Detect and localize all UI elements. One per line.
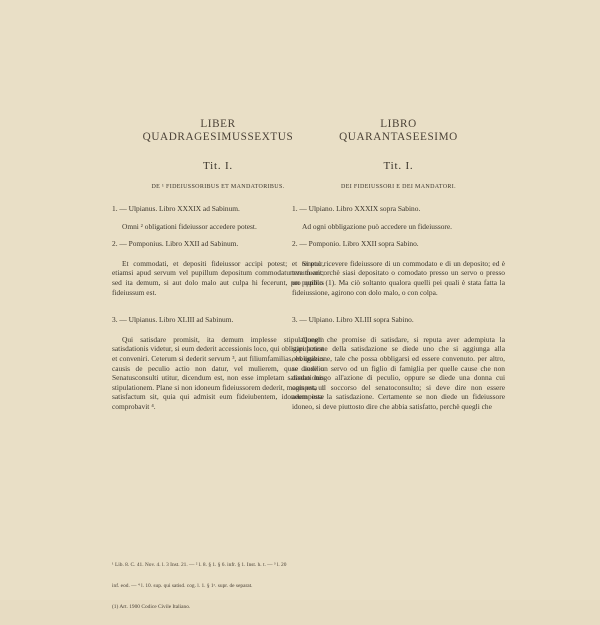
footnote-line-2: inf. eod. — ⁴ l. 10. sup. qui satisd. cog. l. 1. § 1ᵃ. supr. de separat. — [112, 583, 253, 589]
footnote-line-3: (1) Art. 1900 Codice Civile Italiano. — [112, 604, 191, 610]
rubric: DEI FIDEIUSSORI E DEI MANDATORI. — [341, 184, 456, 190]
section-3-citation: 3. — Ulpiano. Libro XLIII sopra Sabino. — [292, 315, 414, 325]
section-2-text: Si può ricevere fideiussore di un commodato e di un deposito; ed è tenuto ancorchè siasi depositato o comodato presso un servo o presso un pupillo (1). Ma ciò soltanto qualora quelli pei quali è stata fatta la fideiussione, agirono con dolo malo, o con colpa. — [292, 258, 505, 297]
book-title-line2: QUADRAGESIMUSSEXTUS — [142, 131, 294, 143]
section-1-citation: 1. — Ulpianus. Libro XXXIX ad Sabinum. — [112, 204, 240, 213]
book-title-line1: LIBER — [200, 118, 236, 130]
section-3-citation: 3. — Ulpianus. Libro XLIII ad Sabinum. — [112, 315, 234, 325]
italian-column — [292, 118, 505, 412]
rubric: DE ¹ FIDEIUSSORIBUS ET MANDATORIBUS. — [151, 184, 285, 190]
section-3-text: Quegli che promise di satisdare, si reputa aver adempiuta la stipulazione della satisdazione se diede uno che si aggiunga alla obbligazione, tale che possa obbligarsi ed essere convenuto. per altro, se diede un servo od un figlio di famiglia per quelle cause che non danno luogo all'azione di peculio, oppure se diede una donna cui competa il soccorso del senatoconsulto; si deve dire non essere adempiuta la satisdazione. Certamente se non diede un fideiussore idoneo, si deve piuttosto dire che abbia satisfatto, perchè quegli che — [292, 334, 505, 411]
footnotes — [112, 548, 506, 625]
section-1-citation: 1. — Ulpiano. Libro XXXIX sopra Sabino. — [292, 204, 421, 213]
footnote-line-1: ¹ Lib. 8. C. 41. Nov. 4. l. 3 Inst. 21. — ² l. 8. § 1. § 6. infr. § 1. Inst. h. t. — ³ l. 20 — [112, 562, 287, 568]
section-2-text: Et commodati, et depositi fideiussor accipi potest; et tenetur, etiamsi apud servum vel pupillum depositum commodatumve fuerit; sed ita demum, si aut dolo malo aut culpa hi fecerunt, pro quibus fideiussum est. — [112, 258, 324, 297]
section-1-text: Ad ogni obbligazione può accedere un fideiussore. — [302, 221, 453, 231]
section-1-text: Omni ² obligationi fideiussor accedere potest. — [122, 221, 257, 231]
book-title-line2: QUARANTASEESIMO — [339, 131, 458, 143]
title-heading: Tit. I. — [203, 160, 233, 172]
section-2-citation: 2. — Pomponio. Libro XXII sopra Sabino. — [292, 239, 419, 249]
title-heading: Tit. I. — [383, 160, 414, 172]
section-3-text: Qui satisdare promisit, ita demum implesse stipulationem satisdationis videtur, si eum dederit accessionis loco, qui obligari potest et conveniri. Ceterum si dederit servum ³, aut filiumfamilias, ex quibus causis de peculio actio non datur, vel mulierem, quae auxilio Senatusconsulti utitur, dicendum est, non esse impletam satisdationis stipulationem. Plane si non idoneum fideiussorem dederit, magis est, ut satisfactum sit, quia qui admisit eum fideiubentem, idoneum esse comprobavit ⁴. — [112, 334, 324, 411]
book-title-line1: LIBRO — [380, 118, 417, 130]
section-2-citation: 2. — Pomponius. Libro XXII ad Sabinum. — [112, 239, 239, 249]
